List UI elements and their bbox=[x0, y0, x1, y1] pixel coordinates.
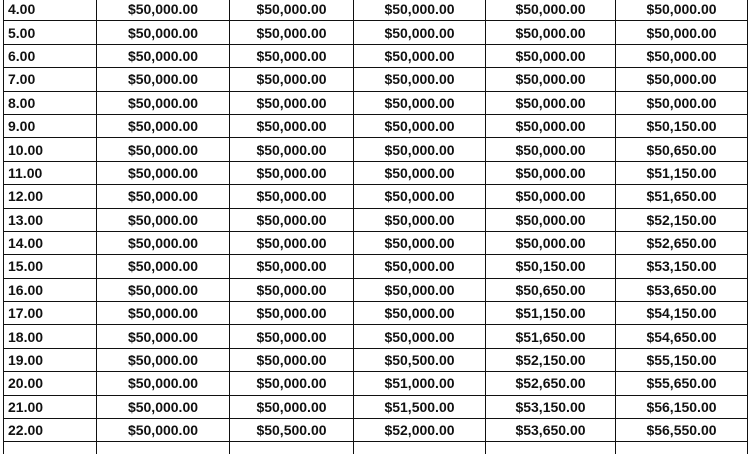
amount-cell: $50,000.00 bbox=[354, 302, 486, 325]
amount-cell: $50,000.00 bbox=[486, 21, 616, 44]
row-label-cell: 17.00 bbox=[4, 302, 97, 325]
amount-cell: $50,650.00 bbox=[486, 278, 616, 301]
table-row bbox=[4, 348, 748, 371]
amount-cell: $50,000.00 bbox=[486, 91, 616, 114]
row-label-cell: 6.00 bbox=[4, 44, 97, 67]
amount-cell: $56,150.00 bbox=[616, 395, 748, 418]
amount-cell: $50,000.00 bbox=[97, 161, 230, 184]
amount-cell: $50,000.00 bbox=[354, 185, 486, 208]
amount-cell: $50,000.00 bbox=[230, 21, 354, 44]
amount-cell: $50,000.00 bbox=[230, 0, 354, 21]
amount-cell: $50,000.00 bbox=[486, 161, 616, 184]
amount-cell: $50,000.00 bbox=[97, 44, 230, 67]
amount-cell: $50,000.00 bbox=[486, 68, 616, 91]
amount-cell: $50,000.00 bbox=[97, 325, 230, 348]
amount-cell: $50,000.00 bbox=[230, 325, 354, 348]
amount-cell: $50,000.00 bbox=[616, 91, 748, 114]
amount-cell: $50,000.00 bbox=[97, 255, 230, 278]
table-row bbox=[4, 231, 748, 254]
amount-cell: $50,000.00 bbox=[97, 68, 230, 91]
amount-cell: $53,150.00 bbox=[616, 255, 748, 278]
amount-cell: $53,650.00 bbox=[616, 278, 748, 301]
amount-cell: $50,000.00 bbox=[616, 21, 748, 44]
amount-cell: $50,000.00 bbox=[486, 0, 616, 21]
amount-cell: $50,000.00 bbox=[230, 395, 354, 418]
amount-cell: $50,650.00 bbox=[616, 138, 748, 161]
amount-cell: $50,000.00 bbox=[486, 138, 616, 161]
table-row bbox=[4, 395, 748, 418]
amount-cell: $50,000.00 bbox=[354, 278, 486, 301]
amount-cell: $50,150.00 bbox=[486, 255, 616, 278]
amount-cell: $50,000.00 bbox=[354, 21, 486, 44]
amount-cell: $50,500.00 bbox=[354, 348, 486, 371]
amount-cell: $51,500.00 bbox=[354, 395, 486, 418]
amount-cell: $50,000.00 bbox=[230, 302, 354, 325]
table-row bbox=[4, 0, 748, 21]
amount-cell: $54,650.00 bbox=[616, 325, 748, 348]
empty-cell bbox=[230, 442, 354, 455]
amount-cell: $52,650.00 bbox=[616, 231, 748, 254]
row-label-cell: 9.00 bbox=[4, 114, 97, 137]
amount-cell: $50,000.00 bbox=[97, 419, 230, 442]
amount-cell: $50,000.00 bbox=[230, 138, 354, 161]
table-row bbox=[4, 114, 748, 137]
salary-table bbox=[3, 0, 748, 454]
amount-cell: $50,000.00 bbox=[97, 372, 230, 395]
amount-cell: $50,000.00 bbox=[97, 185, 230, 208]
row-label-cell: 19.00 bbox=[4, 348, 97, 371]
amount-cell: $53,150.00 bbox=[486, 395, 616, 418]
amount-cell: $50,000.00 bbox=[97, 138, 230, 161]
amount-cell: $50,000.00 bbox=[354, 255, 486, 278]
table-row bbox=[4, 44, 748, 67]
amount-cell: $50,000.00 bbox=[616, 44, 748, 67]
empty-cell bbox=[354, 442, 486, 455]
table-row bbox=[4, 185, 748, 208]
amount-cell: $50,000.00 bbox=[97, 91, 230, 114]
amount-cell: $55,650.00 bbox=[616, 372, 748, 395]
amount-cell: $50,000.00 bbox=[354, 68, 486, 91]
amount-cell: $50,000.00 bbox=[97, 348, 230, 371]
table-row bbox=[4, 372, 748, 395]
amount-cell: $50,000.00 bbox=[354, 231, 486, 254]
amount-cell: $50,000.00 bbox=[486, 185, 616, 208]
table-row-partial bbox=[4, 442, 748, 455]
amount-cell: $50,000.00 bbox=[97, 395, 230, 418]
amount-cell: $50,000.00 bbox=[354, 44, 486, 67]
empty-cell bbox=[4, 442, 97, 455]
row-label-cell: 21.00 bbox=[4, 395, 97, 418]
amount-cell: $50,000.00 bbox=[354, 325, 486, 348]
amount-cell: $50,000.00 bbox=[486, 231, 616, 254]
amount-cell: $56,550.00 bbox=[616, 419, 748, 442]
amount-cell: $51,000.00 bbox=[354, 372, 486, 395]
amount-cell: $54,150.00 bbox=[616, 302, 748, 325]
amount-cell: $50,000.00 bbox=[230, 68, 354, 91]
amount-cell: $50,000.00 bbox=[97, 302, 230, 325]
amount-cell: $50,000.00 bbox=[97, 114, 230, 137]
amount-cell: $52,650.00 bbox=[486, 372, 616, 395]
amount-cell: $50,000.00 bbox=[230, 114, 354, 137]
empty-cell bbox=[616, 442, 748, 455]
amount-cell: $50,000.00 bbox=[486, 114, 616, 137]
amount-cell: $50,000.00 bbox=[486, 44, 616, 67]
empty-cell bbox=[97, 442, 230, 455]
amount-cell: $53,650.00 bbox=[486, 419, 616, 442]
amount-cell: $51,150.00 bbox=[616, 161, 748, 184]
amount-cell: $50,000.00 bbox=[230, 255, 354, 278]
amount-cell: $50,150.00 bbox=[616, 114, 748, 137]
amount-cell: $52,000.00 bbox=[354, 419, 486, 442]
amount-cell: $50,000.00 bbox=[616, 68, 748, 91]
row-label-cell: 7.00 bbox=[4, 68, 97, 91]
table-row bbox=[4, 208, 748, 231]
amount-cell: $50,000.00 bbox=[230, 185, 354, 208]
table-row bbox=[4, 325, 748, 348]
amount-cell: $50,000.00 bbox=[230, 278, 354, 301]
amount-cell: $50,000.00 bbox=[230, 208, 354, 231]
amount-cell: $50,000.00 bbox=[486, 208, 616, 231]
table-row bbox=[4, 278, 748, 301]
row-label-cell: 18.00 bbox=[4, 325, 97, 348]
amount-cell: $50,000.00 bbox=[230, 91, 354, 114]
table-row bbox=[4, 138, 748, 161]
table-row bbox=[4, 21, 748, 44]
row-label-cell: 12.00 bbox=[4, 185, 97, 208]
row-label-cell: 10.00 bbox=[4, 138, 97, 161]
amount-cell: $52,150.00 bbox=[486, 348, 616, 371]
amount-cell: $50,000.00 bbox=[230, 44, 354, 67]
amount-cell: $50,000.00 bbox=[97, 208, 230, 231]
amount-cell: $50,000.00 bbox=[97, 0, 230, 21]
amount-cell: $50,000.00 bbox=[354, 208, 486, 231]
table-row bbox=[4, 255, 748, 278]
row-label-cell: 5.00 bbox=[4, 21, 97, 44]
amount-cell: $52,150.00 bbox=[616, 208, 748, 231]
table-row bbox=[4, 161, 748, 184]
table-row bbox=[4, 91, 748, 114]
amount-cell: $50,000.00 bbox=[230, 161, 354, 184]
row-label-cell: 11.00 bbox=[4, 161, 97, 184]
amount-cell: $50,000.00 bbox=[354, 91, 486, 114]
table-row bbox=[4, 302, 748, 325]
amount-cell: $55,150.00 bbox=[616, 348, 748, 371]
row-label-cell: 4.00 bbox=[4, 0, 97, 21]
amount-cell: $51,150.00 bbox=[486, 302, 616, 325]
amount-cell: $50,000.00 bbox=[230, 231, 354, 254]
amount-cell: $50,000.00 bbox=[97, 278, 230, 301]
row-label-cell: 8.00 bbox=[4, 91, 97, 114]
amount-cell: $50,000.00 bbox=[354, 114, 486, 137]
row-label-cell: 16.00 bbox=[4, 278, 97, 301]
amount-cell: $51,650.00 bbox=[616, 185, 748, 208]
amount-cell: $50,000.00 bbox=[354, 138, 486, 161]
table-body bbox=[4, 0, 748, 454]
table-row bbox=[4, 68, 748, 91]
row-label-cell: 14.00 bbox=[4, 231, 97, 254]
amount-cell: $50,000.00 bbox=[354, 0, 486, 21]
amount-cell: $51,650.00 bbox=[486, 325, 616, 348]
table-row bbox=[4, 419, 748, 442]
row-label-cell: 20.00 bbox=[4, 372, 97, 395]
row-label-cell: 13.00 bbox=[4, 208, 97, 231]
amount-cell: $50,000.00 bbox=[354, 161, 486, 184]
amount-cell: $50,000.00 bbox=[230, 348, 354, 371]
amount-cell: $50,000.00 bbox=[97, 231, 230, 254]
empty-cell bbox=[486, 442, 616, 455]
row-label-cell: 15.00 bbox=[4, 255, 97, 278]
amount-cell: $50,000.00 bbox=[97, 21, 230, 44]
row-label-cell: 22.00 bbox=[4, 419, 97, 442]
amount-cell: $50,000.00 bbox=[616, 0, 748, 21]
amount-cell: $50,500.00 bbox=[230, 419, 354, 442]
amount-cell: $50,000.00 bbox=[230, 372, 354, 395]
